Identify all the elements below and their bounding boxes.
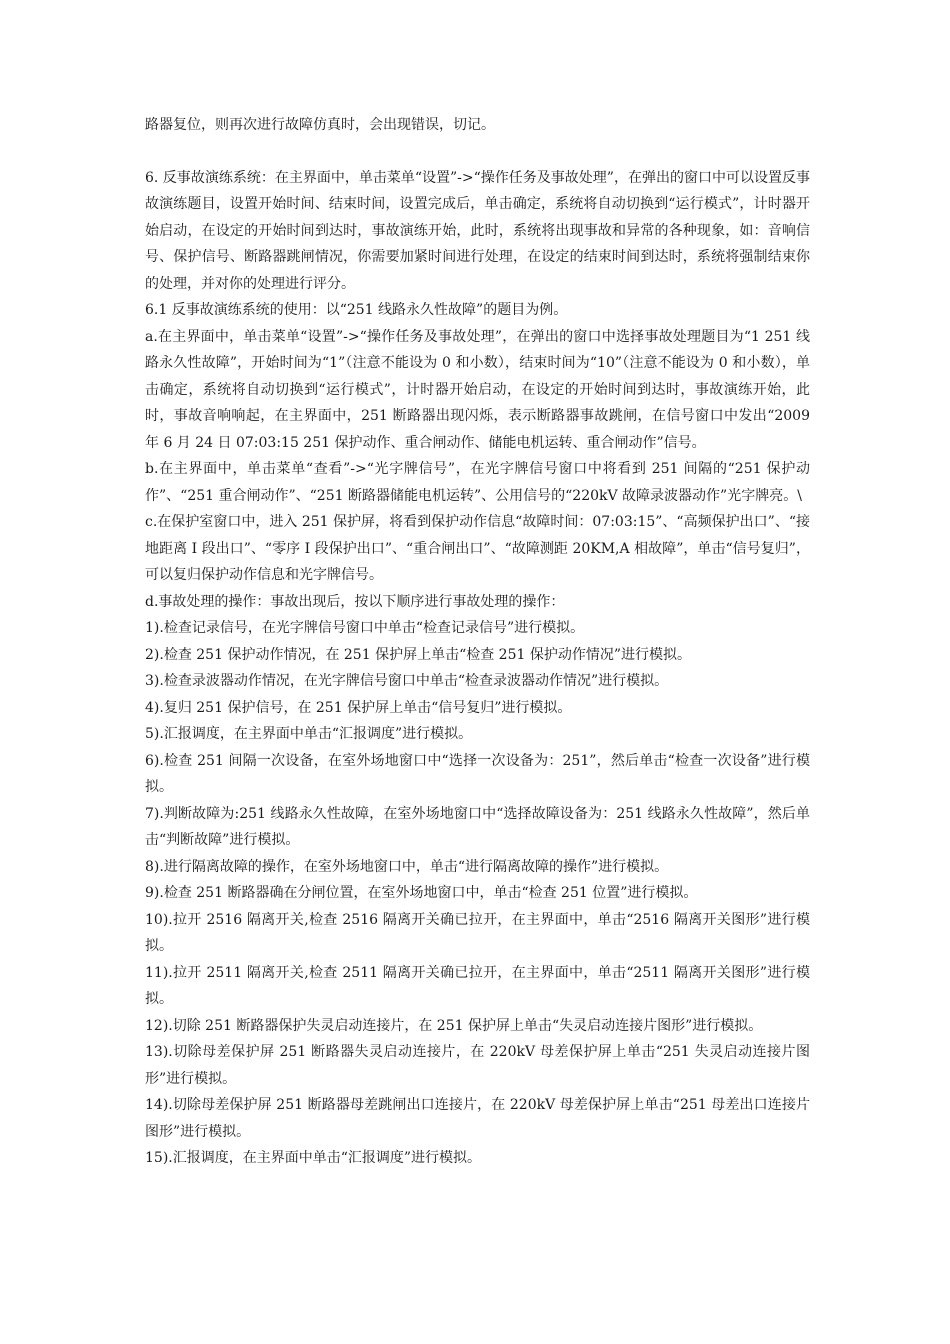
intro-paragraph: 路器复位，则再次进行故障仿真时，会出现错误，切记。 xyxy=(145,117,495,133)
step-item: 9).检查 251 断路器确在分闸位置，在室外场地窗口中，单击“检查 251 位置”进行模拟。 xyxy=(145,885,698,901)
document-body xyxy=(145,112,810,1172)
step-item: 5).汇报调度，在主界面中单击“汇报调度”进行模拟。 xyxy=(145,726,473,742)
paragraph-gap xyxy=(145,139,810,165)
section-6-1-heading: 6.1 反事故演练系统的使用：以“251 线路永久性故障”的题目为例。 xyxy=(145,302,568,318)
step-item: 4).复归 251 保护信号，在 251 保护屏上单击“信号复归”进行模拟。 xyxy=(145,699,572,716)
step-item: 7).判断故障为:251 线路永久性故障，在室外场地窗口中“选择故障设备为：251 线路永久性故障”，然后单击“判断故障”进行模拟。 xyxy=(145,805,810,848)
step-item: 10).拉开 2516 隔离开关,检查 2516 隔离开关确已拉开，在主界面中，单击“2516 隔离开关图形”进行模拟。 xyxy=(145,911,810,954)
paragraph-c: c.在保护室窗口中，进入 251 保护屏，将看到保护动作信息“故障时间：07:03:15”、“高频保护出口”、“接地距离 I 段出口”、“零序 I 段保护出口”、“重合闸出口”、“故障测距 20KM,A 相故障”，单击“信号复归”，可以复归保护动作信息和光字牌信号。 xyxy=(145,514,810,583)
paragraph-d: d.事故处理的操作：事故出现后，按以下顺序进行事故处理的操作： xyxy=(145,593,565,610)
step-item: 13).切除母差保护屏 251 断路器失灵启动连接片，在 220kV 母差保护屏上单击“251 失灵启动连接片图形”进行模拟。 xyxy=(145,1044,810,1087)
paragraph-a: a.在主界面中，单击菜单“设置”->“操作任务及事故处理”，在弹出的窗口中选择事故处理题目为“1 251 线路永久性故障”，开始时间为“1”（注意不能设为 0 和小数），结束时间为“10”（注意不能设为 0 和小数），单击确定，系统将自动切换到“运行模式”，计时器开始启动，在设定的开始时间到达时，事故演练开始，此时，事故音响响起，在主界面中，251 断路器出现闪烁，表示断路器事故跳闸，在信号窗口中发出“2009 年 6 月 24 日 07:03:15 251 保护动作、重合闸动作、储能电机运转、重合闸动作”信号。 xyxy=(145,328,810,451)
step-item: 1).检查记录信号，在光字牌信号窗口中单击“检查记录信号”进行模拟。 xyxy=(145,620,585,636)
step-item: 11).拉开 2511 隔离开关,检查 2511 隔离开关确已拉开，在主界面中，单击“2511 隔离开关图形”进行模拟。 xyxy=(145,964,810,1007)
step-item: 12).切除 251 断路器保护失灵启动连接片，在 251 保护屏上单击“失灵启动连接片图形”进行模拟。 xyxy=(145,1017,763,1034)
step-item: 6).检查 251 间隔一次设备，在室外场地窗口中“选择一次设备为：251”，然后单击“检查一次设备”进行模拟。 xyxy=(145,752,810,795)
paragraph-b: b.在主界面中，单击菜单“查看”->“光字牌信号”，在光字牌信号窗口中将看到 251 间隔的“251 保护动作”、“251 重合闸动作”、“251 断路器储能电机运转”、公用信号的“220kV 故障录波器动作”光字牌亮。\ xyxy=(145,461,810,504)
step-item: 15).汇报调度，在主界面中单击“汇报调度”进行模拟。 xyxy=(145,1150,482,1166)
section-6-paragraph: 6. 反事故演练系统：在主界面中，单击菜单“设置”->“操作任务及事故处理”，在弹出的窗口中可以设置反事故演练题目，设置开始时间、结束时间，设置完成后，单击确定，系统将自动切换到“运行模式”，计时器开始启动，在设定的开始时间到达时，事故演练开始，此时，系统将出现事故和异常的各种现象，如：音响信号、保护信号、断路器跳闸情况，你需要加紧时间进行处理，在设定的结束时间到达时，系统将强制结束你的处理，并对你的处理进行评分。 xyxy=(145,169,810,292)
step-item: 14).切除母差保护屏 251 断路器母差跳闸出口连接片，在 220kV 母差保护屏上单击“251 母差出口连接片图形”进行模拟。 xyxy=(145,1097,810,1140)
step-item: 2).检查 251 保护动作情况，在 251 保护屏上单击“检查 251 保护动作情况”进行模拟。 xyxy=(145,646,691,663)
step-item: 3).检查录波器动作情况，在光字牌信号窗口中单击“检查录波器动作情况”进行模拟。 xyxy=(145,673,669,689)
step-item: 8).进行隔离故障的操作，在室外场地窗口中，单击“进行隔离故障的操作”进行模拟。 xyxy=(145,858,669,875)
